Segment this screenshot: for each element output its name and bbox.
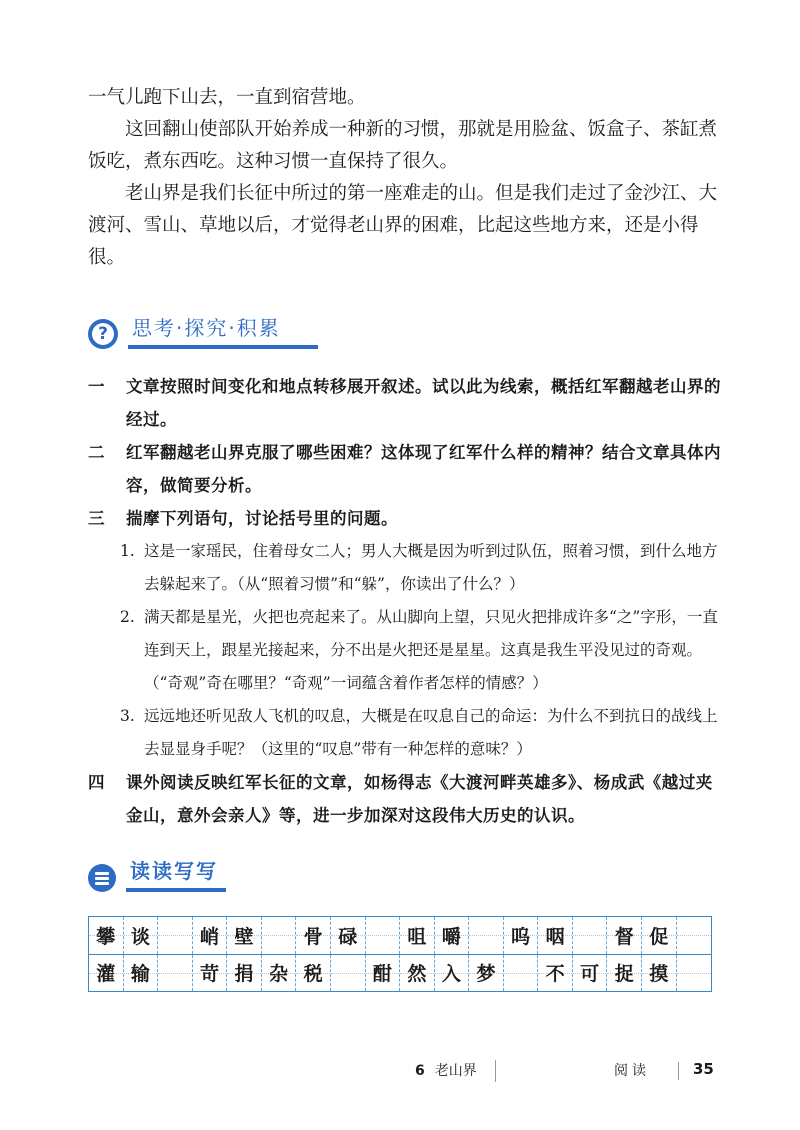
grid-char: 谈	[130, 925, 150, 948]
vocabulary-row	[89, 955, 711, 992]
grid-cell	[642, 917, 677, 954]
section-label: 阅读	[614, 1063, 650, 1079]
question-item	[88, 502, 728, 535]
grid-char: 酣	[372, 963, 392, 986]
grid-char: 税	[303, 963, 323, 986]
grid-char: 梦	[476, 963, 496, 986]
grid-char: 督	[614, 925, 634, 948]
grid-cell	[400, 917, 435, 954]
grid-cell	[366, 917, 401, 954]
sub-question-item	[120, 700, 728, 766]
question-item	[88, 766, 728, 832]
paragraph-1: 一气儿跑下山去，一直到宿营地。	[88, 87, 366, 108]
grid-char: 碌	[338, 925, 358, 948]
grid-cell	[124, 955, 159, 992]
grid-char: 攀	[96, 925, 116, 948]
question-text: 揣摩下列语句，讨论括号里的问题。	[126, 509, 398, 528]
paragraph-2: 这回翻山使部队开始养成一种新的习惯，那就是用脸盆、饭盒子、茶缸煮饭吃，煮东西吃。这种习惯一直保持了很久。	[88, 119, 718, 172]
grid-cell	[607, 955, 642, 992]
question-list	[88, 370, 728, 832]
grid-char: 然	[407, 963, 427, 986]
section-title: 读读写写	[126, 855, 226, 892]
grid-cell	[607, 917, 642, 954]
grid-cell	[400, 955, 435, 992]
question-mark-icon: ?	[88, 319, 118, 349]
grid-cell	[227, 955, 262, 992]
grid-char: 咀	[407, 925, 427, 948]
grid-cell	[677, 955, 712, 992]
grid-char: 输	[130, 963, 150, 986]
grid-cell	[89, 955, 124, 992]
grid-char: 捉	[614, 963, 634, 986]
section-title: 思考·探究·积累	[128, 312, 318, 349]
footer-divider	[495, 1060, 496, 1082]
grid-cell	[469, 917, 504, 954]
grid-char: 入	[441, 963, 461, 986]
lesson-title: 老山界	[434, 1063, 477, 1079]
grid-cell	[642, 955, 677, 992]
grid-cell	[158, 917, 193, 954]
grid-cell	[193, 917, 228, 954]
grid-cell	[124, 917, 159, 954]
grid-cell	[262, 955, 297, 992]
section-heading-thinking	[88, 312, 318, 349]
grid-char: 苛	[199, 963, 219, 986]
grid-cell	[538, 917, 573, 954]
question-number: 四	[88, 773, 105, 792]
grid-cell	[331, 955, 366, 992]
grid-char: 咽	[545, 925, 565, 948]
grid-cell	[677, 917, 712, 954]
grid-char: 峭	[199, 925, 219, 948]
grid-char: 呜	[511, 925, 531, 948]
grid-cell	[435, 917, 470, 954]
paragraph-3: 老山界是我们长征中所过的第一座难走的山。但是我们走过了金沙江、大渡河、雪山、草地以后，才觉得老山界的困难，比起这些地方来，还是小得很。	[88, 183, 718, 268]
sub-question-number: 1.	[120, 542, 135, 560]
vocabulary-row	[89, 917, 711, 955]
grid-cell	[296, 917, 331, 954]
grid-cell	[296, 955, 331, 992]
grid-char: 捐	[234, 963, 254, 986]
question-number: 一	[88, 377, 105, 396]
grid-cell	[366, 955, 401, 992]
grid-char: 壁	[234, 925, 254, 948]
lesson-label	[415, 1060, 477, 1080]
page-number: 35	[693, 1060, 714, 1078]
grid-char: 杂	[269, 963, 289, 986]
question-number: 二	[88, 443, 105, 462]
sub-question-item	[120, 535, 728, 601]
lines-icon	[88, 864, 116, 892]
grid-cell	[227, 917, 262, 954]
grid-char: 不	[545, 963, 565, 986]
sub-question-number: 3.	[120, 707, 135, 725]
question-item	[88, 436, 728, 502]
grid-cell	[504, 917, 539, 954]
grid-cell	[504, 955, 539, 992]
lesson-number: 6	[415, 1063, 425, 1079]
sub-question-item	[120, 601, 728, 700]
grid-char: 骨	[303, 925, 323, 948]
sub-question-text: 这是一家瑶民，住着母女二人；男人大概是因为听到过队伍，照着习惯，到什么地方去躲起来了。（从“照着习惯”和“躲”，你读出了什么？）	[144, 542, 718, 593]
question-text: 文章按照时间变化和地点转移展开叙述。试以此为线索，概括红军翻越老山界的经过。	[126, 377, 721, 429]
question-text: 红军翻越老山界克服了哪些困难？这体现了红军什么样的精神？结合文章具体内容，做简要分析。	[126, 443, 721, 495]
grid-cell	[89, 917, 124, 954]
grid-char: 嚼	[441, 925, 461, 948]
vocabulary-grid	[88, 916, 712, 992]
grid-cell	[573, 917, 608, 954]
question-text: 课外阅读反映红军长征的文章，如杨得志《大渡河畔英雄多》、杨成武《越过夹金山，意外会亲人》等，进一步加深对这段伟大历史的认识。	[126, 773, 713, 825]
grid-cell	[262, 917, 297, 954]
grid-cell	[435, 955, 470, 992]
grid-char: 可	[580, 963, 600, 986]
section-heading-read-write	[88, 855, 226, 892]
grid-cell	[538, 955, 573, 992]
grid-char: 灌	[96, 963, 116, 986]
question-item	[88, 370, 728, 436]
grid-cell	[573, 955, 608, 992]
footer-divider	[678, 1062, 679, 1080]
grid-cell	[469, 955, 504, 992]
grid-char: 促	[649, 925, 669, 948]
sub-question-text: 满天都是星光，火把也亮起来了。从山脚向上望，只见火把排成许多“之”字形，一直连到天上，跟星光接起来，分不出是火把还是星星。这真是我生平没见过的奇观。（“奇观”奇在哪里？“奇观”一词蕴含着作者怎样的情感？）	[144, 608, 718, 692]
grid-cell	[331, 917, 366, 954]
grid-cell	[158, 955, 193, 992]
sub-question-text: 远远地还听见敌人飞机的叹息，大概是在叹息自己的命运：为什么不到抗日的战线上去显显身手呢？（这里的“叹息”带有一种怎样的意味？）	[144, 707, 718, 758]
grid-char: 摸	[649, 963, 669, 986]
sub-question-number: 2.	[120, 608, 135, 626]
grid-cell	[193, 955, 228, 992]
question-number: 三	[88, 509, 105, 528]
